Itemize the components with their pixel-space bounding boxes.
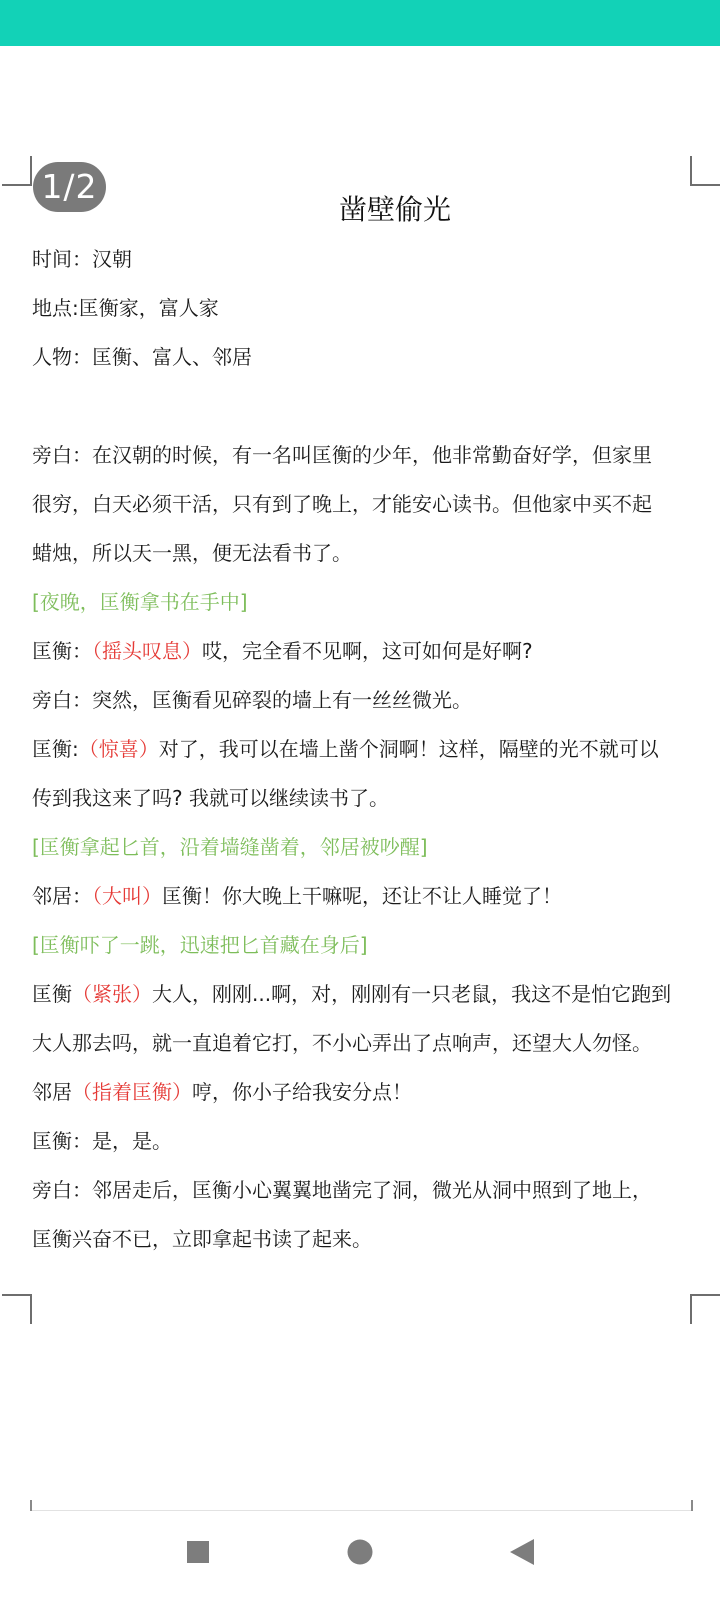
back-button[interactable] bbox=[502, 1534, 542, 1570]
narration-line: 蜡烛，所以天一黑，便无法看书了。 bbox=[32, 541, 352, 565]
speaker: 匡衡: bbox=[32, 737, 79, 761]
page-corner-top-right bbox=[690, 156, 720, 186]
dialogue-text: 哼，你小子给我安分点！ bbox=[192, 1080, 412, 1104]
page-corner-bottom-right bbox=[690, 1294, 720, 1324]
document-title: 凿壁偷光 bbox=[338, 193, 451, 226]
emotion-cue: （指着匡衡） bbox=[72, 1080, 192, 1104]
narration-line: 旁白：突然，匡衡看见碎裂的墙上有一丝丝微光。 bbox=[32, 688, 472, 712]
recent-apps-button[interactable] bbox=[178, 1534, 218, 1570]
info-place: 地点:匡衡家，富人家 bbox=[32, 296, 219, 320]
stage-direction: [夜晚，匡衡拿书在手中] bbox=[32, 590, 248, 614]
dialogue-text: 哎，完全看不见啊，这可如何是好啊? bbox=[202, 639, 533, 663]
speaker: 匡衡 bbox=[32, 982, 72, 1006]
status-bar bbox=[0, 0, 720, 46]
dialogue-continuation: 大人那去吗，就一直追着它打，不小心弄出了点响声，还望大人勿怪。 bbox=[32, 1031, 652, 1055]
speaker: 邻居： bbox=[32, 884, 92, 908]
info-time: 时间：汉朝 bbox=[32, 247, 132, 271]
circle-icon bbox=[347, 1539, 373, 1565]
page-corner-top-left bbox=[2, 156, 32, 186]
narration-line: 旁白：邻居走后，匡衡小心翼翼地凿完了洞，微光从洞中照到了地上， bbox=[32, 1178, 652, 1202]
dialogue-text: 大人，刚刚...啊，对，刚刚有一只老鼠，我这不是怕它跑到 bbox=[152, 982, 672, 1006]
page-bottom-rule bbox=[32, 1510, 692, 1511]
narration-line: 旁白：在汉朝的时候，有一名叫匡衡的少年，他非常勤奋好学，但家里 bbox=[32, 443, 652, 467]
stage-direction: [匡衡吓了一跳，迅速把匕首藏在身后] bbox=[32, 933, 368, 957]
dialogue-line bbox=[32, 970, 692, 1019]
emotion-cue: （大叫） bbox=[92, 884, 162, 908]
narration-line: 匡衡兴奋不已，立即拿起书读了起来。 bbox=[32, 1227, 372, 1251]
dialogue-text: 匡衡！你大晚上干嘛呢，还让不让人睡觉了！ bbox=[162, 884, 562, 908]
home-button[interactable] bbox=[340, 1534, 380, 1570]
dialogue-line: 匡衡：是，是。 bbox=[32, 1129, 172, 1153]
page-corner-bottom-left bbox=[2, 1294, 32, 1324]
page-tick-left bbox=[30, 1500, 32, 1511]
page-tick-right bbox=[691, 1500, 693, 1511]
speaker: 邻居 bbox=[32, 1080, 72, 1104]
document-body[interactable] bbox=[32, 235, 692, 1264]
emotion-cue: （摇头叹息） bbox=[92, 639, 202, 663]
emotion-cue: （惊喜） bbox=[78, 737, 159, 761]
dialogue-line bbox=[32, 725, 692, 774]
blank-line bbox=[32, 382, 692, 431]
dialogue-continuation: 传到我这来了吗? 我就可以继续读书了。 bbox=[32, 786, 389, 810]
emotion-cue: （紧张） bbox=[72, 982, 152, 1006]
square-icon bbox=[186, 1540, 210, 1564]
narration-line: 很穷，白天必须干活，只有到了晚上，才能安心读书。但他家中买不起 bbox=[32, 492, 652, 516]
stage-direction: [匡衡拿起匕首，沿着墙缝凿着，邻居被吵醒] bbox=[32, 835, 428, 859]
dialogue-text: 对了，我可以在墙上凿个洞啊！这样，隔壁的光不就可以 bbox=[158, 737, 659, 761]
dialogue-line bbox=[32, 872, 692, 921]
page-indicator: 1/2 bbox=[33, 162, 106, 212]
dialogue-line bbox=[32, 1068, 692, 1117]
triangle-back-icon bbox=[509, 1538, 535, 1566]
info-people: 人物：匡衡、富人、邻居 bbox=[32, 345, 252, 369]
dialogue-line bbox=[32, 627, 692, 676]
navigation-bar bbox=[0, 1518, 720, 1588]
speaker: 匡衡： bbox=[32, 639, 92, 663]
